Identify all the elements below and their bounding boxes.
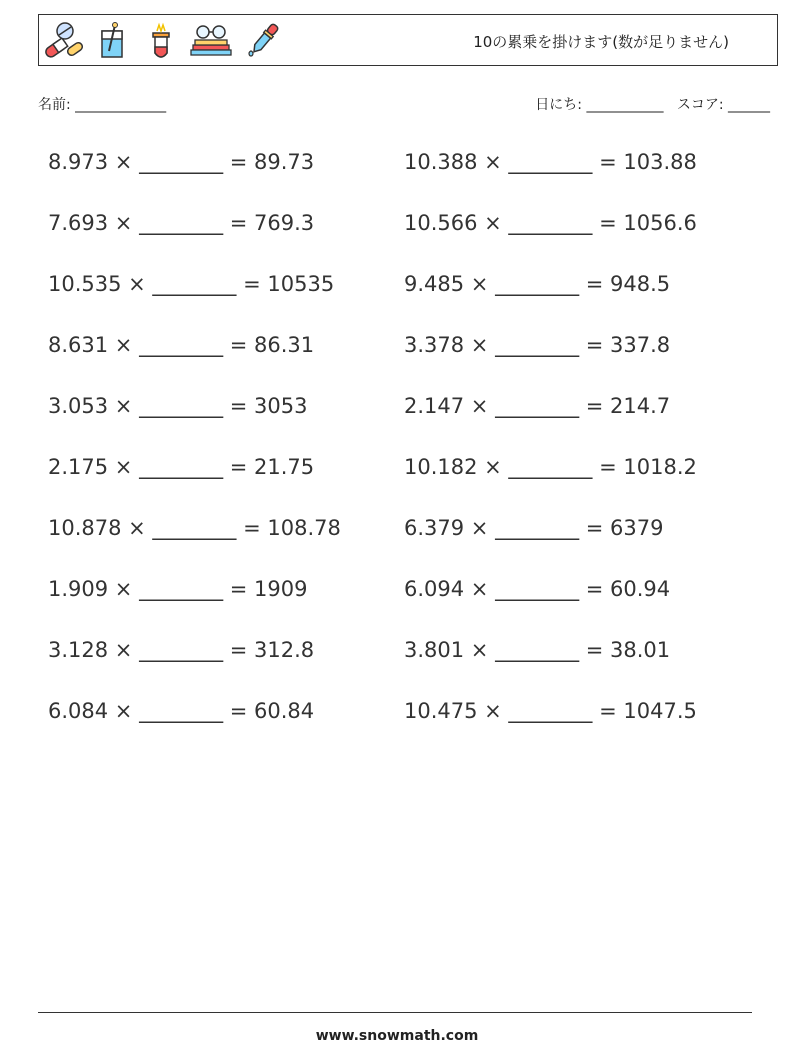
problem-4-right: 3.378 × ________ = 337.8 xyxy=(404,333,671,357)
footer-divider xyxy=(38,1012,752,1013)
date-field: 日にち: ___________ xyxy=(535,97,664,113)
problem-2-right: 10.566 × ________ = 1056.6 xyxy=(404,211,697,235)
problem-3-left: 10.535 × ________ = 10535 xyxy=(48,272,335,296)
problem-7-left: 10.878 × ________ = 108.78 xyxy=(48,516,341,540)
books-glasses-icon xyxy=(189,21,233,61)
problem-7-right: 6.379 × ________ = 6379 xyxy=(404,516,664,540)
problem-8-left: 1.909 × ________ = 1909 xyxy=(48,577,308,601)
name-field: 名前: _____________ xyxy=(38,97,167,113)
problem-1-left: 8.973 × ________ = 89.73 xyxy=(48,150,315,174)
icon-strip xyxy=(43,19,283,63)
problem-10-left: 6.084 × ________ = 60.84 xyxy=(48,699,315,723)
date-score-fields xyxy=(535,94,770,114)
problem-3-right: 9.485 × ________ = 948.5 xyxy=(404,272,671,296)
worksheet-title: 10の累乗を掛けます(数が足りません) xyxy=(473,33,729,51)
problem-10-right: 10.475 × ________ = 1047.5 xyxy=(404,699,697,723)
dropper-icon xyxy=(243,21,283,61)
header-box xyxy=(38,14,778,66)
problem-2-left: 7.693 × ________ = 769.3 xyxy=(48,211,315,235)
problem-9-right: 3.801 × ________ = 38.01 xyxy=(404,638,671,662)
problem-6-right: 10.182 × ________ = 1018.2 xyxy=(404,455,697,479)
problem-4-left: 8.631 × ________ = 86.31 xyxy=(48,333,315,357)
beaker-icon xyxy=(93,21,133,61)
score-field: スコア: ______ xyxy=(676,97,770,113)
problem-1-right: 10.388 × ________ = 103.88 xyxy=(404,150,697,174)
problem-6-left: 2.175 × ________ = 21.75 xyxy=(48,455,315,479)
test-tube-icon xyxy=(143,21,179,61)
problem-5-right: 2.147 × ________ = 214.7 xyxy=(404,394,671,418)
problem-5-left: 3.053 × ________ = 3053 xyxy=(48,394,308,418)
pills-icon xyxy=(43,21,83,61)
footer-site: www.snowmath.com xyxy=(315,1028,479,1044)
problem-9-left: 3.128 × ________ = 312.8 xyxy=(48,638,315,662)
problem-8-right: 6.094 × ________ = 60.94 xyxy=(404,577,671,601)
